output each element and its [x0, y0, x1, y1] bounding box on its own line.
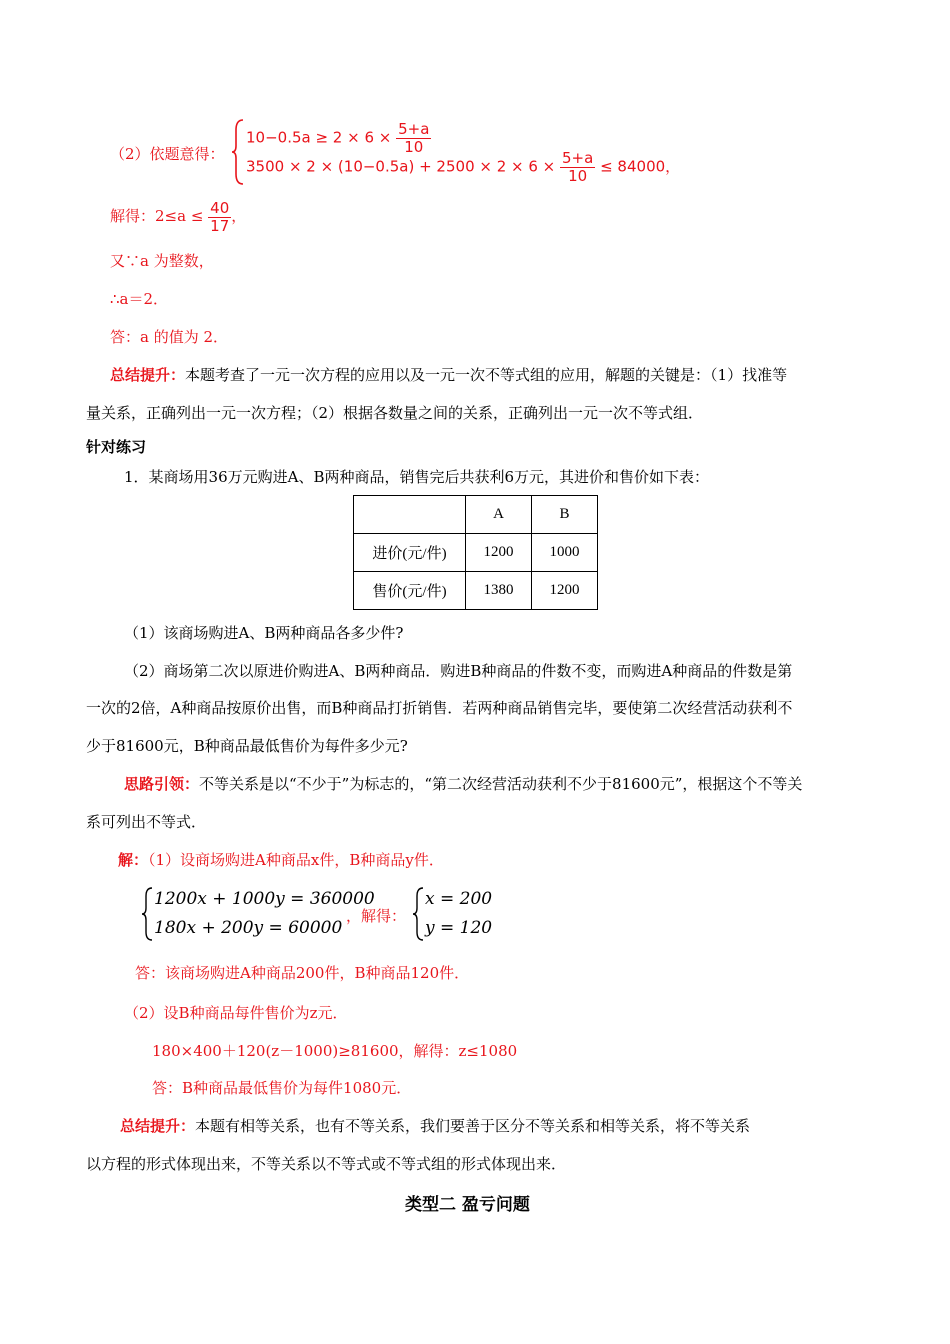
table-row: [354, 534, 598, 572]
table-cell: 1380: [466, 572, 532, 610]
eq1-fraction: $\frac{5+a}{10}$: [398, 120, 430, 156]
summary2-line1: [120, 1115, 750, 1136]
integer-line: 又∵a 为整数，: [110, 252, 214, 270]
sub-question-2-line3: 少于81600元，B种商品最低售价为每件多少元?: [86, 737, 408, 755]
hint-label: 思路引领：: [124, 775, 200, 793]
system2-sol2: y = 120: [425, 918, 493, 938]
solve-fraction: $\frac{40}{17}$: [210, 199, 230, 235]
solve-suffix: ，: [231, 207, 247, 225]
solution-label: 解：: [118, 851, 149, 869]
table-cell: 1000: [532, 534, 598, 572]
summary1-text1: 本题考查了一元一次方程的应用以及一元一次不等式组的应用，解题的关键是：（1）找准等: [185, 366, 788, 384]
summary1-line1: [110, 364, 787, 385]
solution-inequality: 180×400＋120(z－1000)≥81600，解得：z≤1080: [152, 1042, 518, 1060]
section-title: 类型二 盈亏问题: [405, 1195, 530, 1215]
summary1-line2: 量关系，正确列出一元一次方程；（2）根据各数量之间的关系，正确列出一元一次不等式组．: [86, 404, 704, 422]
summary2-text1: 本题有相等关系，也有不等关系，我们要善于区分不等关系和相等关系，将不等关系: [195, 1117, 751, 1135]
question-1: 1．某商场用36万元购进A、B两种商品，销售完后共获利6万元，其进价和售价如下表：: [124, 468, 710, 486]
system2-sol1: x = 200: [425, 889, 493, 909]
summary2-line2: 以方程的形式体现出来，不等关系以不等式或不等式组的形式体现出来．: [86, 1155, 567, 1173]
sub-question-1: （1）该商场购进A、B两种商品各多少件?: [124, 624, 404, 642]
solution-step1: [118, 849, 444, 870]
price-table: [353, 495, 598, 610]
eq2-comma: ，: [665, 157, 681, 176]
system-brace-1: [231, 118, 245, 186]
hint-text1: 不等关系是以“不少于”为标志的，“第二次经营活动获利不少于81600元”，根据这个不等关: [199, 775, 803, 793]
answer-line: 答：a 的值为 2．: [110, 328, 229, 346]
practice-heading: 针对练习: [86, 438, 147, 456]
sub-question-2-line2: 一次的2倍，A种商品按原价出售，而B种商品打折销售．若两种商品销售完毕，要使第二次经营活动获利不: [86, 699, 793, 717]
system2-eq1: 1200x + 1000y = 360000: [154, 889, 375, 909]
solution-answer2: 答：B种商品最低售价为每件1080元．: [152, 1079, 412, 1097]
solution-step1-text: （1）设商场购进A种商品x件，B种商品y件．: [148, 851, 444, 869]
table-cell: 1200: [532, 572, 598, 610]
summary2-label: 总结提升：: [120, 1117, 196, 1135]
solution-step2: （2）设B种商品每件售价为z元．: [124, 1004, 348, 1022]
eq2-left: 3500 × 2 × (10−0.5a) + 2500 × 2 × 6 ×: [246, 157, 561, 176]
system-eq2: [246, 150, 680, 184]
system2-solve-label: ，解得：: [346, 907, 407, 925]
table-cell: 1200: [466, 534, 532, 572]
solve-line: [110, 200, 246, 234]
table-header-row: [354, 496, 598, 534]
hint-line1: [124, 773, 802, 794]
system-brace-2: [140, 886, 154, 942]
solution-answer1: 答：该商场购进A种商品200件，B种商品120件．: [135, 964, 470, 982]
system-brace-3: [411, 886, 425, 942]
eq2-fraction: $\frac{5+a}{10}$: [562, 149, 594, 185]
table-header-cell: B: [532, 496, 598, 534]
sub-question-2-line1: （2）商场第二次以原进价购进A、B两种商品．购进B种商品的件数不变，而购进A种商品的件数是第: [124, 662, 793, 680]
therefore-line: ∴a＝2．: [110, 290, 169, 308]
summary1-label: 总结提升：: [110, 366, 186, 384]
eq2-right: ≤ 84000: [595, 157, 666, 176]
part2-label: （2）依题意得：: [110, 145, 225, 163]
table-cell: 售价(元/件): [354, 572, 466, 610]
hint-line2: 系可列出不等式．: [86, 813, 207, 831]
solve-prefix: 解得：2≤a ≤: [110, 207, 209, 225]
table-header-cell: [354, 496, 466, 534]
table-header-cell: A: [466, 496, 532, 534]
system2-eq2: 180x + 200y = 60000: [154, 918, 343, 938]
table-cell: 进价(元/件): [354, 534, 466, 572]
table-row: [354, 572, 598, 610]
eq1-left: 10−0.5a ≥ 2 × 6 ×: [246, 128, 397, 147]
